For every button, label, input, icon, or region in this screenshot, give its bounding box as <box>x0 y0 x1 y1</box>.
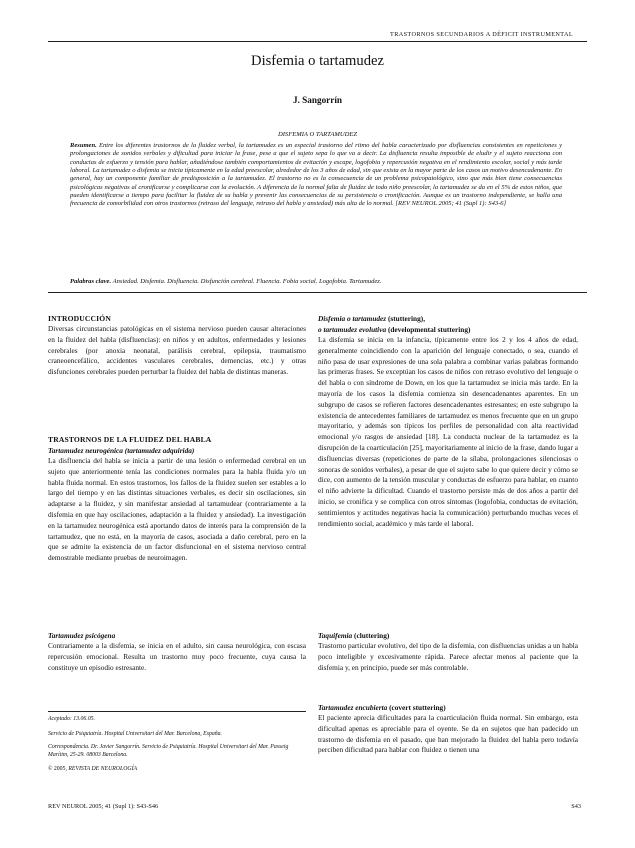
disfemia-heading-line-2: o tartamudez evolutiva <box>318 325 387 334</box>
footnote-correspondence: Correspondencia. Dr. Javier Sangorrín. Servicio de Psiquiatría. Hospital Universitari del Mar. Passeig Marítim, 25-29. 08003 Barcelona. <box>48 744 289 758</box>
right-column-taquifemia <box>318 630 578 673</box>
left-column-psicogena <box>48 630 306 673</box>
abstract-heading: DISFEMIA O TARTAMUDEZ <box>277 131 358 138</box>
paragraph-psicogena: Contrariamente a la disfemia, se inicia en el adulto, sin causa neurológica, con escasa repercusión emocional. Resulta un trastorno muy poco frecuente, cuya causa la constituye un episodio estresante. <box>48 641 306 672</box>
disfemia-heading-english-1: (stuttering), <box>387 314 426 323</box>
section-heading-fluidez: TRASTORNOS DE LA FLUIDEZ DEL HABLA <box>48 435 212 444</box>
author: J. Sangorrín <box>292 95 342 105</box>
keywords <box>70 278 562 285</box>
paragraph-disfemia: La disfemia se inicia en la infancia, típicamente entre los 2 y los 4 años de edad, generalmente coincidiendo con la aparición del lenguaje conectado, o sea, cuando el niño pasa de usar expresiones de una sola palabra a combinar varias palabras formando las primeras frases. Se exceptúan los casos de niños con retraso evolutivo del lenguaje o del habla o con síndrome de Down, en los que la tartamudez se inicia más tarde. En la mayoría de los casos la disfemia comienza sin desencadenantes aparentes. En un subgrupo de casos se refieren factores desencadenantes estresantes; en este subgrupo la existencia de antecedentes familiares de tartamudez es menos frecuente que en un grupo mayoritario, y además son típicos los perfiles de personalidad con alta reactividad emocional y/o rasgos de ansiedad [18]. La conducta nuclear de la tartamudez es la disrupción de la coarticulación [25], mayoritariamente al inicio de la frase, dando lugar a disfluencias diversas (repeticiones de parte de la sílaba, prolongaciones silenciosas o sonoras de sonidos verbales), a pesar de que el sujeto sabe lo que quiere decir y cómo se dice, con aumento de la tensión muscular y conductas de esfuerzo para hablar, en cuanto el niño advierte la dificultad. Cuando el trastorno persiste más de dos años a partir del inicio, se cronifica y se complica con otros síntomas (logofobia, conductas de evitación, sentimientos y actitudes negativas hacia la comunicación) perturbando muchas veces el rendimiento social, académico y más tarde el laboral. <box>318 335 578 528</box>
copyright-text: © 2005, <box>48 766 67 772</box>
footnote-rule <box>48 711 306 712</box>
footer-citation: REV NEUROL 2005; 41 (Supl 1): S43-S46 <box>48 803 159 810</box>
subsection-heading-taquifemia <box>318 630 578 641</box>
footnote-affiliation: Servicio de Psiquiatría. Hospital Universitari del Mar. Barcelona, España. <box>48 731 222 737</box>
left-column-body <box>48 313 306 378</box>
subsection-heading-psicogena: Tartamudez psicógena <box>48 631 116 640</box>
keywords-text: Ansiedad. Disfemia. Disfluencia. Disfunción cerebral. Fluencia. Fobia social. Logofobia. Tartamudez. <box>112 278 382 285</box>
running-head: TRASTORNOS SECUNDARIOS A DÉFICIT INSTRUMENTAL <box>390 31 573 38</box>
abstract-text: Entre los diferentes trastornos de la fluidez verbal, la tartamudez es un especial trastorno del ritmo del habla caracterizado por disfluencias consistentes en repeticiones y prolongaciones de sonidos verbales y dificultad para iniciar la frase, pese a que el sujeto sepa lo que va a decir. La disfluencia resulta imposible de eludir y el sujeto reacciona con conductas de esfuerzo y tensión para hablar, añadiéndose también comportamientos de evitación y escape, logofobia y repercusión negativa en el rendimiento escolar, social y más tarde laboral. La tartamudez o disfemia se inicia típicamente en la edad preescolar, alrededor de los 3 años de edad, sin que exista en la mayor parte de los casos un motivo desencadenante. En general, hay un componente familiar de predisposición a la tartamudez. El trastorno no es la consecuencia de un problema psicopatológico, sino que más bien tiene consecuencias psicológicas negativas al cronificarse y complicarse con la evolución. A diferencia de la normal falta de fluidez de todo niño preescolar, la tartamudez se da en el 5% de estos niños, que pueden identificarse a tiempo para facilitar la fluidez de su habla y prevenir las consecuencias de su persistencia o cronificación. Aunque es un trastorno independiente, se halla una frecuencia de comorbilidad con otros trastornos (retraso del lenguaje, retraso del habla y ansiedad) más alta de lo normal. [REV NEUROL 2005; 41 (Supl 1): S43-6] <box>70 142 562 208</box>
footnote-accepted: Aceptado: 13.06.05. <box>48 716 96 722</box>
section-heading-introduccion: INTRODUCCIÓN <box>48 314 111 323</box>
footnote-copyright <box>48 766 306 774</box>
paragraph-introduccion: Diversas circunstancias patológicas en el sistema nervioso pueden causar alteraciones en la fluidez del habla (disfluencias): en niños y en adultos, enfermedades y lesiones cerebrales (por anoxia neonatal, parálisis cerebral, epilepsia, traumatismo craneoencefálico, accidentes vasculares cerebrales, demencias, etc.) y otras disfunciones cerebrales pueden perturbar la fluidez del habla de distintas maneras. <box>48 324 306 377</box>
paragraph-neurogenica: La disfluencia del habla se inicia a partir de una lesión o enfermedad cerebral en un sujeto que anteriormente tenía las condiciones normales para la habla fluida y/o un habla fluida normal. En estos trastornos, los fallos de la fluidez suelen ser estables a lo largo del tiempo y en las distintas situaciones verbales, es decir sin oscilaciones, sin adaptarse a la fluidez, y sin manifestar ansiedad al tartamudear (contrariamente a la disfemia en que hay oscilaciones, adaptación a la fluidez y ansiedad). La investigación en la tartamudez neurogénica está aportando datos de interés para la comprensión de la tartamudez, que no está, en la mayoría de casos, asociada a daño cerebral, pero en la que se admite la existencia de un factor disfuncional en el sistema nervioso central demostrable mediante pruebas de neuroimagen. <box>48 456 306 563</box>
header-rule <box>48 41 587 42</box>
article-title: Disfemia o tartamudez <box>251 53 384 69</box>
disfemia-heading-line-1: Disfemia o tartamudez <box>318 314 387 323</box>
taquifemia-heading-english: (cluttering) <box>354 631 390 640</box>
paragraph-encubierta: El paciente aprecia dificultades para la coarticulación fluida normal. Sin embargo, esta dificultad apenas es apreciable para el oyente. Se da en sujetos que han padecido un trastorno de disfemia en el pasado, que han mejorado la fluidez del habla pero todavía perciben dificultad para hablar con fluidez o tienen una <box>318 713 578 755</box>
page-number: S43 <box>571 803 581 810</box>
abstract-rule <box>48 292 587 293</box>
left-column-fluency <box>48 434 306 564</box>
paragraph-taquifemia: Trastorno particular evolutivo, del tipo de la disfemia, con disfluencias unidas a un habla poco inteligible y excesivamente rápida. Parece afectar menos al paciente que la disfemia y, en principio, puede ser más controlable. <box>318 641 578 672</box>
taquifemia-heading: Taquifemia <box>318 631 353 640</box>
right-column-encubierta <box>318 702 578 756</box>
subsection-heading-disfemia <box>318 313 578 335</box>
journal-name: REVISTA DE NEUROLOGÍA <box>68 766 138 772</box>
right-column-disfemia <box>318 313 578 529</box>
encubierta-heading-english: (covert stuttering) <box>389 703 446 712</box>
abstract-label: Resumen. <box>70 142 97 149</box>
keywords-label: Palabras clave. <box>70 278 112 285</box>
encubierta-heading: Tartamudez encubierta <box>318 703 388 712</box>
subsection-heading-neurogenica: Tartamudez neurogénica (tartamudez adquirida) <box>48 446 195 455</box>
disfemia-heading-english-2: (developmental stuttering) <box>387 325 471 334</box>
subsection-heading-encubierta <box>318 702 578 713</box>
abstract <box>70 142 562 209</box>
